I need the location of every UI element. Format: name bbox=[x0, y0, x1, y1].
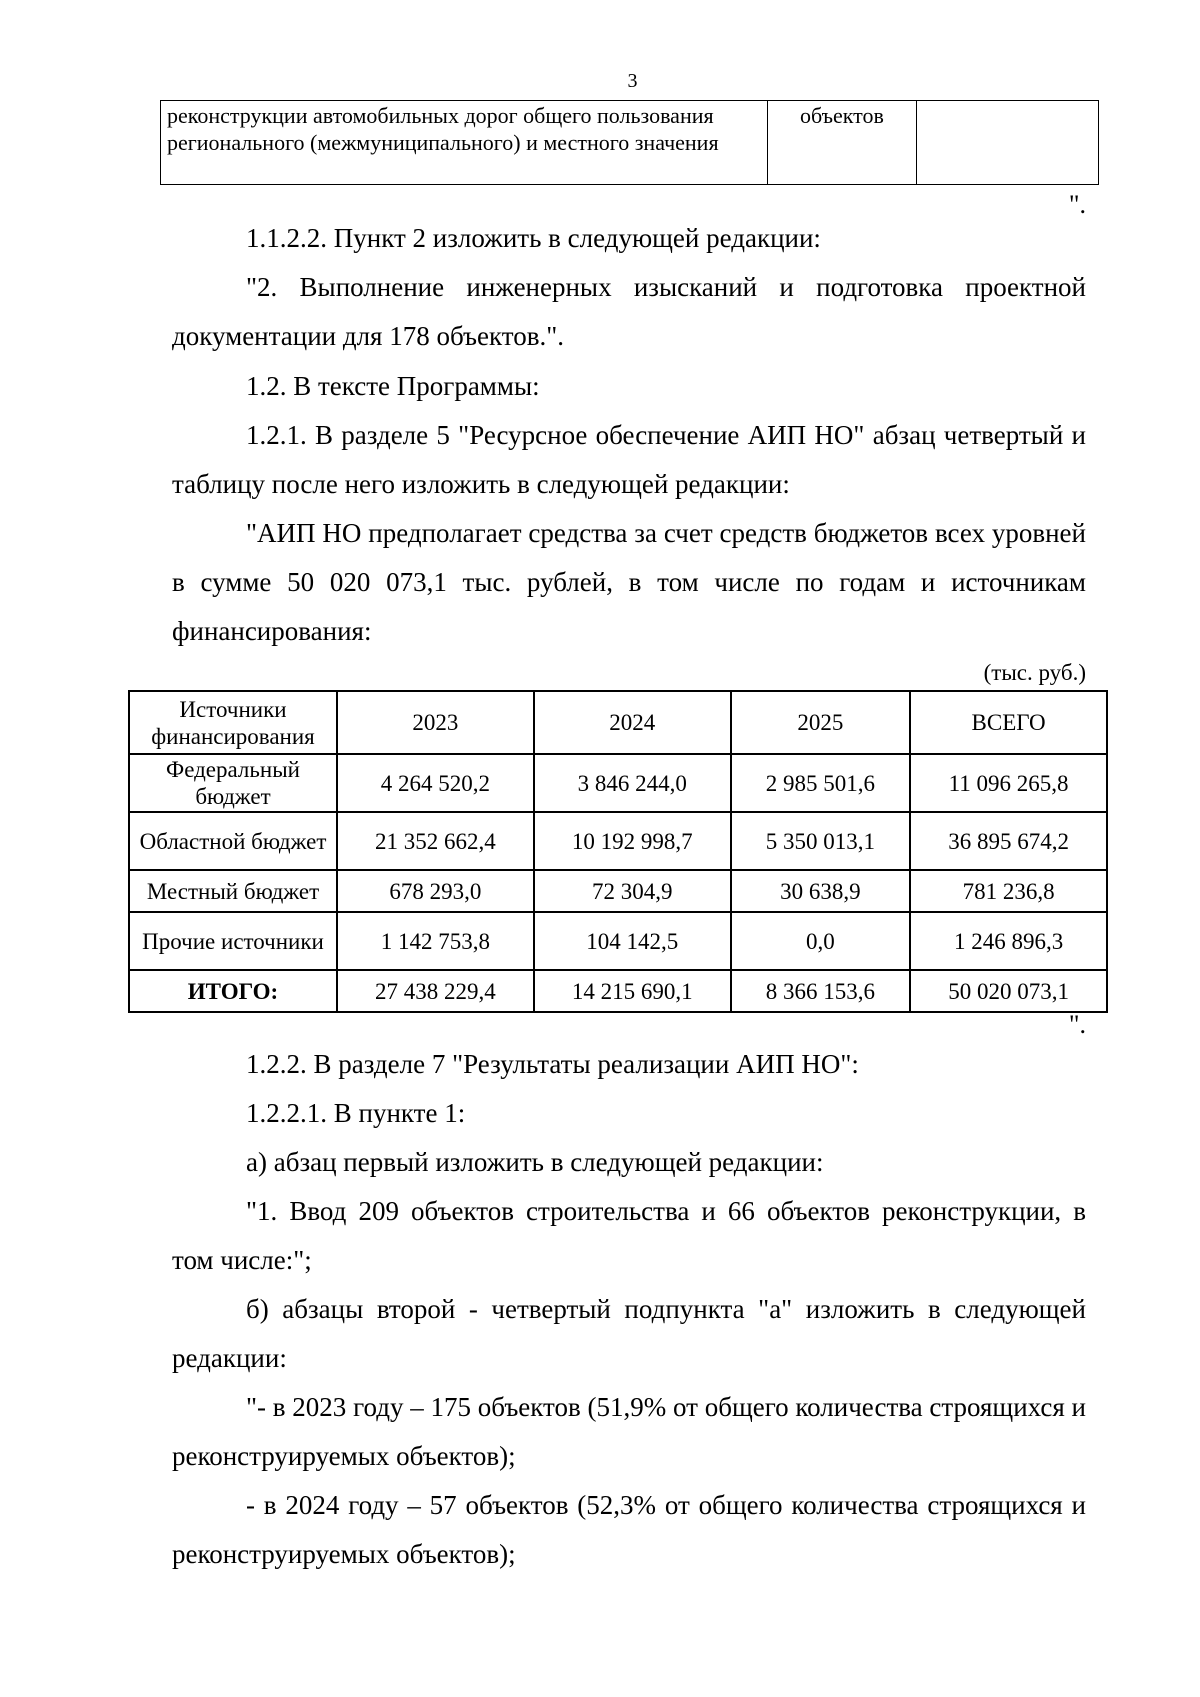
table-cell: 4 264 520,2 bbox=[337, 754, 534, 812]
paragraph bbox=[172, 1089, 1086, 1138]
paragraph-text: "1. Ввод 209 объектов строительства и 66 объектов реконструкции, в том числе:"; bbox=[172, 1196, 1086, 1275]
table-cell: 0,0 bbox=[731, 912, 911, 970]
table-row bbox=[129, 754, 1107, 812]
paragraph-text: 1.2.2. В разделе 7 "Результаты реализации АИП НО": bbox=[246, 1049, 859, 1079]
table-cell bbox=[916, 101, 1098, 185]
table-total-row bbox=[129, 970, 1107, 1012]
paragraph bbox=[172, 214, 1086, 263]
paragraph-text: - в 2024 году – 57 объектов (52,3% от общего количества строящихся и реконструируемых объектов); bbox=[172, 1490, 1086, 1569]
column-header: ВСЕГО bbox=[910, 691, 1107, 754]
table-cell: ИТОГО: bbox=[129, 970, 337, 1012]
table-cell: 3 846 244,0 bbox=[534, 754, 731, 812]
table-cell: 1 142 753,8 bbox=[337, 912, 534, 970]
table-cell: 11 096 265,8 bbox=[910, 754, 1107, 812]
paragraph-text: "- в 2023 году – 175 объектов (51,9% от общего количества строящихся и реконструируемых объектов); bbox=[172, 1392, 1086, 1471]
table-cell: 27 438 229,4 bbox=[337, 970, 534, 1012]
table-cell: 104 142,5 bbox=[534, 912, 731, 970]
column-header: 2025 bbox=[731, 691, 911, 754]
paragraph-text: а) абзац первый изложить в следующей редакции: bbox=[246, 1147, 824, 1177]
units-label: (тыс. руб.) bbox=[983, 660, 1086, 685]
table-cell: Прочие источники bbox=[129, 912, 337, 970]
table-row bbox=[129, 912, 1107, 970]
table-cell: Областной бюджет bbox=[129, 812, 337, 870]
paragraph-text: "2. Выполнение инженерных изысканий и подготовка проектной документации для 178 объектов.". bbox=[172, 272, 1086, 351]
table-cell: 8 366 153,6 bbox=[731, 970, 911, 1012]
paragraph bbox=[172, 1383, 1086, 1481]
paragraph-text: 1.2.2.1. В пункте 1: bbox=[246, 1098, 466, 1128]
paragraph bbox=[172, 1138, 1086, 1187]
table-cell: 30 638,9 bbox=[731, 870, 911, 912]
table-cell: 781 236,8 bbox=[910, 870, 1107, 912]
table-cell: 1 246 896,3 bbox=[910, 912, 1107, 970]
table-cell: Местный бюджет bbox=[129, 870, 337, 912]
paragraph bbox=[172, 411, 1086, 509]
table-header-row bbox=[129, 691, 1107, 754]
paragraph bbox=[172, 1040, 1086, 1089]
paragraph bbox=[172, 362, 1086, 411]
paragraph bbox=[172, 509, 1086, 656]
table-cell: Федеральный бюджет bbox=[129, 754, 337, 812]
table-cell: 5 350 013,1 bbox=[731, 812, 911, 870]
continuation-table bbox=[160, 100, 1099, 185]
page-number: 3 bbox=[627, 70, 638, 92]
paragraph bbox=[172, 1187, 1086, 1285]
paragraph-text: 1.2. В тексте Программы: bbox=[246, 371, 540, 401]
table-cell: 678 293,0 bbox=[337, 870, 534, 912]
paragraph bbox=[172, 1481, 1086, 1579]
paragraph bbox=[172, 263, 1086, 361]
table-row bbox=[129, 812, 1107, 870]
column-header: Источники финансирования bbox=[129, 691, 337, 754]
column-header: 2023 bbox=[337, 691, 534, 754]
table-row bbox=[129, 870, 1107, 912]
table-cell: реконструкции автомобильных дорог общего пользования регионального (межмуниципального) и местного значения bbox=[161, 101, 768, 185]
paragraph-text: 1.2.1. В разделе 5 "Ресурсное обеспечение АИП НО" абзац четвертый и таблицу после него изложить в следующей редакции: bbox=[172, 420, 1086, 499]
financing-table bbox=[128, 690, 1108, 1013]
paragraph-text: 1.1.2.2. Пункт 2 изложить в следующей редакции: bbox=[246, 223, 821, 253]
paragraph bbox=[172, 1285, 1086, 1383]
paragraph-text: б) абзацы второй - четвертый подпункта "а" изложить в следующей редакции: bbox=[172, 1294, 1086, 1373]
table-cell: 10 192 998,7 bbox=[534, 812, 731, 870]
table-row bbox=[161, 101, 1099, 185]
closing-quote: ". bbox=[1068, 1010, 1086, 1039]
table-cell: 72 304,9 bbox=[534, 870, 731, 912]
table-cell: объектов bbox=[768, 101, 917, 185]
table-cell: 50 020 073,1 bbox=[910, 970, 1107, 1012]
closing-quote: ". bbox=[1068, 190, 1086, 219]
table-cell: 21 352 662,4 bbox=[337, 812, 534, 870]
table-cell: 2 985 501,6 bbox=[731, 754, 911, 812]
column-header: 2024 bbox=[534, 691, 731, 754]
paragraph-text: "АИП НО предполагает средства за счет средств бюджетов всех уровней в сумме 50 020 073,1 тыс. рублей, в том числе по годам и источникам финансирования: bbox=[172, 518, 1086, 646]
table-cell: 36 895 674,2 bbox=[910, 812, 1107, 870]
table-cell: 14 215 690,1 bbox=[534, 970, 731, 1012]
